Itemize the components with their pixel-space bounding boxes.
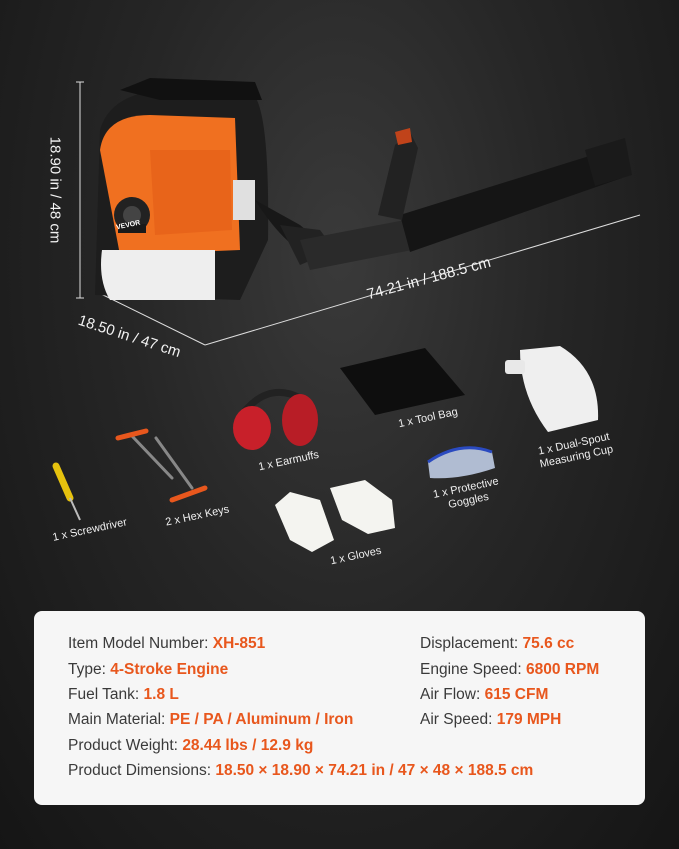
tool-bag-label: 1 x Tool Bag — [397, 405, 459, 431]
measuring-cup-label: 1 x Dual-Spout Measuring Cup — [536, 430, 615, 471]
goggles-image — [428, 448, 495, 479]
tool-bag-image — [340, 348, 465, 415]
brand-logo: VEVOR — [115, 219, 141, 232]
leaf-blower — [95, 78, 632, 300]
hex-keys-label: 2 x Hex Keys — [164, 503, 231, 529]
spec-weight: Product Weight: 28.44 lbs / 12.9 kg — [68, 737, 314, 754]
spec-air-flow: Air Flow: 615 CFM — [420, 686, 549, 703]
spec-product-dimensions: Product Dimensions: 18.50 × 18.90 × 74.21 in / 47 × 48 × 188.5 cm — [68, 762, 534, 779]
spec-fuel-tank: Fuel Tank: 1.8 L — [68, 686, 179, 703]
length-dimension-label: 74.21 in / 188.5 cm — [364, 253, 493, 304]
depth-dimension-label: 18.50 in / 47 cm — [75, 311, 183, 362]
spec-type: Type: 4-Stroke Engine — [68, 661, 229, 678]
spec-air-speed: Air Speed: 179 MPH — [420, 711, 562, 728]
hex-keys-image — [118, 431, 205, 500]
screwdriver-label: 1 x Screwdriver — [51, 516, 129, 544]
specifications-panel — [34, 611, 645, 805]
height-dimension-label: 18.90 in / 48 cm — [46, 136, 64, 244]
screwdriver-image — [56, 466, 80, 520]
earmuffs-image — [233, 392, 318, 450]
spec-material: Main Material: PE / PA / Aluminum / Iron — [68, 711, 354, 728]
spec-model: Item Model Number: XH-851 — [68, 635, 266, 652]
earmuffs-label: 1 x Earmuffs — [257, 448, 321, 474]
gloves-label: 1 x Gloves — [329, 544, 383, 568]
goggles-label: 1 x Protective Goggles — [432, 475, 500, 511]
spec-displacement: Displacement: 75.6 cc — [420, 635, 575, 652]
measuring-cup-image — [520, 346, 598, 432]
gloves-image — [275, 480, 395, 552]
spec-engine-speed: Engine Speed: 6800 RPM — [420, 661, 600, 678]
